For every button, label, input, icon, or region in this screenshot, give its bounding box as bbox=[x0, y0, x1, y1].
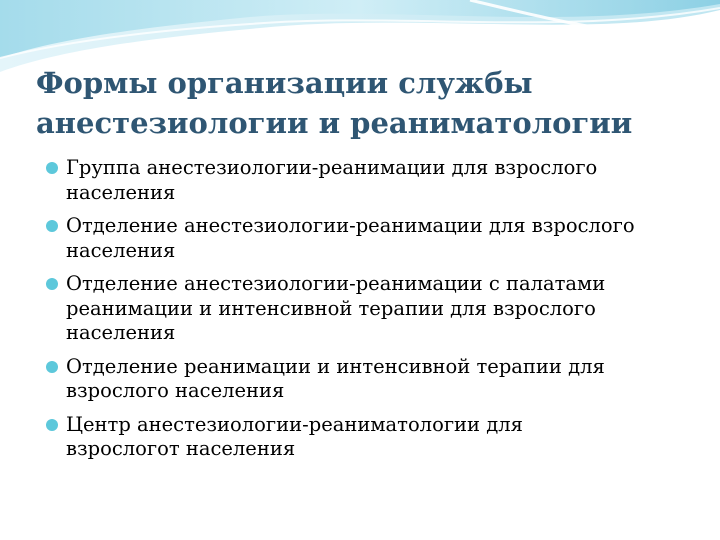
bullet-text-line: реанимации и интенсивной терапии для взрослого bbox=[66, 296, 596, 320]
circle-bullet-icon bbox=[46, 419, 58, 431]
list-item bbox=[46, 413, 686, 462]
list-item bbox=[46, 272, 686, 346]
bullet-text-line: взрослогот населения bbox=[66, 437, 296, 460]
bullet-text-line: Отделение анестезиологии-реанимации для взрослого bbox=[66, 214, 635, 237]
bullet-text-line: населения bbox=[66, 180, 176, 204]
bullet-text-line: Центр анестезиологии-реаниматологии для bbox=[66, 412, 523, 436]
circle-bullet-icon bbox=[46, 361, 58, 373]
bullet-text-line: Отделение анестезиологии-реанимации с палатами bbox=[66, 272, 606, 295]
circle-bullet-icon bbox=[46, 278, 58, 290]
bullet-text-line: населения bbox=[66, 238, 176, 262]
circle-bullet-icon bbox=[46, 220, 58, 232]
bullet-text-line: Отделение реанимации и интенсивной терапии для bbox=[66, 354, 605, 378]
slide-title-line-2: анестезиологии и реаниматологии bbox=[36, 106, 633, 140]
bullet-list bbox=[46, 156, 686, 471]
list-item bbox=[46, 355, 686, 404]
bullet-text-line: взрослого населения bbox=[66, 379, 285, 402]
bullet-text-line: населения bbox=[66, 321, 176, 344]
circle-bullet-icon bbox=[46, 162, 58, 174]
list-item bbox=[46, 214, 686, 263]
bullet-text-line: Группа анестезиологии-реанимации для взрослого bbox=[66, 156, 598, 179]
list-item bbox=[46, 156, 686, 205]
slide-title bbox=[36, 63, 696, 143]
slide-title-line-1: Формы организации службы bbox=[36, 66, 533, 100]
